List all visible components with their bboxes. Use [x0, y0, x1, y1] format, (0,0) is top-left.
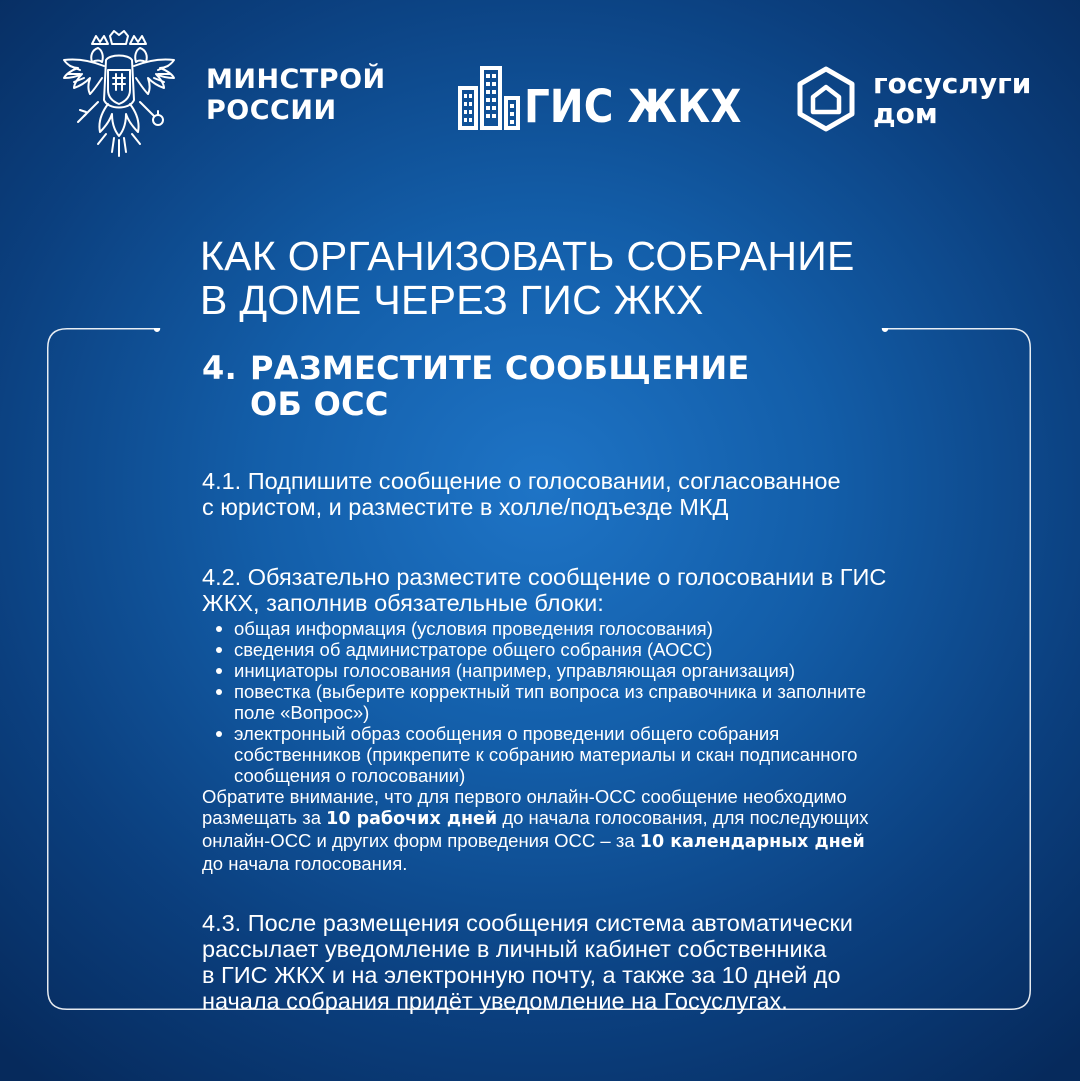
list-item-text: инициаторы голосования (например, управляющая организация): [234, 660, 795, 681]
list-item-text: общая информация (условия проведения голосования): [234, 618, 713, 639]
note-highlight-working-days: 10 рабочих дней: [326, 809, 498, 829]
step-4-1-line2: с юристом, и разместите в холле/подъезде МКД: [202, 494, 729, 520]
note-text: до начала голосования, для последующих: [497, 807, 869, 828]
gis-zhkh-logo: [458, 66, 766, 133]
buildings-icon: [458, 66, 520, 130]
step-4-1-line1: 4.1. Подпишите сообщение о голосовании, согласованное: [202, 468, 841, 494]
note-text: размещать за: [202, 807, 327, 828]
section-heading: [202, 350, 1002, 422]
step-4-1: [202, 468, 1002, 520]
house-icon: [793, 66, 859, 132]
section-number: 4.: [202, 349, 238, 387]
list-item: [202, 660, 1002, 681]
list-item-text: повестка (выберите корректный тип вопроса из справочника и заполните: [234, 681, 866, 702]
list-item: [202, 723, 1002, 786]
page-title-line1: КАК ОРГАНИЗОВАТЬ СОБРАНИЕ: [200, 233, 855, 279]
gosuslugi-line1: госуслуги: [873, 67, 1032, 100]
frame-dot-right: [882, 328, 888, 332]
step-4-3-line1: 4.3. После размещения сообщения система автоматически: [202, 910, 853, 936]
minstroy-logo: [58, 30, 386, 160]
coat-of-arms-icon: [58, 30, 180, 160]
step-4-3-line3: в ГИС ЖКХ и на электронную почту, а также за 10 дней до: [202, 962, 841, 988]
note-highlight-calendar-days: 10 календарных дней: [639, 832, 865, 852]
step-4-3-line2: рассылает уведомление в личный кабинет собственника: [202, 936, 827, 962]
step-4-3-line4: начала собрания придёт уведомление на Госуслугах.: [202, 988, 788, 1014]
note-line4: до начала голосования.: [202, 853, 408, 874]
list-item-text: сведения об администраторе общего собрания (АОСС): [234, 639, 713, 660]
minstroy-line2: РОССИИ: [206, 95, 337, 126]
step-4-2-line2: ЖКХ, заполнив обязательные блоки:: [202, 590, 604, 616]
list-item-text: собственников (прикрепите к собранию материалы и скан подписанного: [234, 744, 858, 765]
step-4-2: [202, 564, 1002, 616]
section-title-line1: РАЗМЕСТИТЕ СООБЩЕНИЕ: [250, 349, 750, 387]
list-item: [202, 681, 1002, 723]
content-area: [202, 350, 1002, 1014]
step-4-3: [202, 910, 1002, 1014]
note-line1: Обратите внимание, что для первого онлайн-ОСС сообщение необходимо: [202, 786, 847, 807]
section-title-line2: ОБ ОСС: [250, 385, 389, 423]
attention-note: [202, 786, 1002, 874]
minstroy-line1: МИНСТРОЙ: [206, 64, 386, 95]
frame-dot-left: [154, 328, 160, 332]
minstroy-wordmark: [206, 64, 386, 126]
page-title-line2: В ДОМЕ ЧЕРЕЗ ГИС ЖКХ: [200, 277, 704, 323]
gosuslugi-dom-logo: [793, 66, 1031, 132]
note-line2: [202, 807, 1002, 830]
gosuslugi-wordmark: [873, 69, 1031, 129]
list-item: [202, 618, 1002, 639]
gis-zhkh-wordmark: ГИС ЖКХ: [524, 80, 742, 133]
section-title: [250, 350, 750, 422]
list-item: [202, 639, 1002, 660]
required-blocks-list: [202, 618, 1002, 786]
gosuslugi-line2: дом: [873, 97, 938, 130]
note-text: онлайн-ОСС и других форм проведения ОСС – за: [202, 830, 640, 851]
list-item-text: сообщения о голосовании): [234, 765, 466, 786]
page-title: [200, 234, 855, 322]
list-item-text: поле «Вопрос»): [234, 702, 370, 723]
list-item-text: электронный образ сообщения о проведении общего собрания: [234, 723, 780, 744]
note-line3: [202, 830, 1002, 853]
step-4-2-line1: 4.2. Обязательно разместите сообщение о голосовании в ГИС: [202, 564, 887, 590]
